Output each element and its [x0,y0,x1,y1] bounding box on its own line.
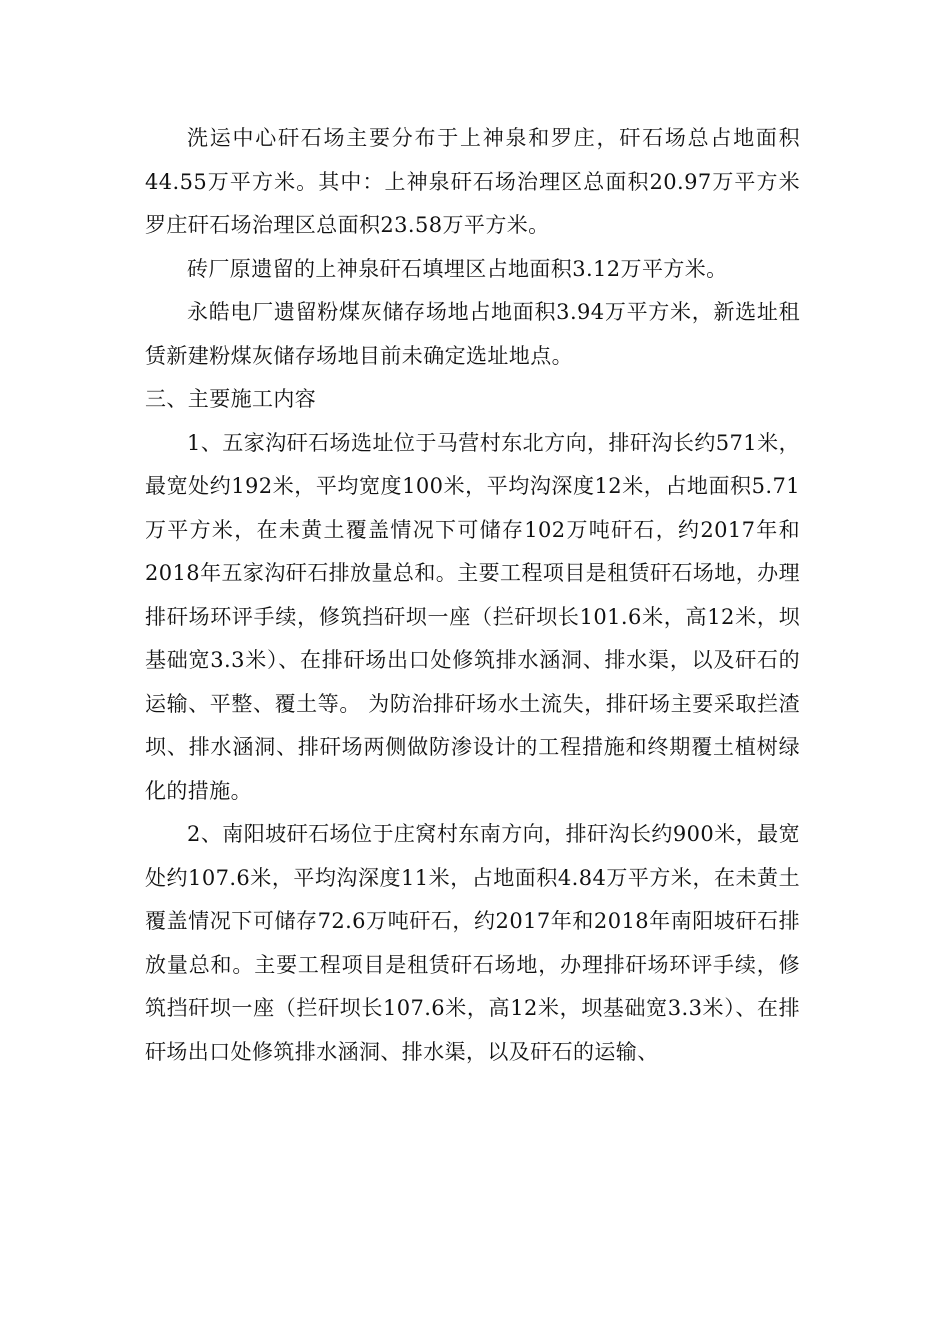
paragraph-brickworks-fill-area: 砖厂原遗留的上神泉矸石填埋区占地面积3.12万平方米。 [187,256,728,281]
paragraph-gangue-site-overview: 洗运中心矸石场主要分布于上神泉和罗庄，矸石场总占地面积44.55万平方米。其中：上神泉矸石场治理区总面积20.97万平方米罗庄矸石场治理区总面积23.58万平方米。 [145,126,800,237]
paragraph-nanyangpo-site: 2、南阳坡矸石场位于庄窝村东南方向，排矸沟长约900米，最宽处约107.6米，平均沟深度11米，占地面积4.84万平方米，在未黄土覆盖情况下可储存72.6万吨矸石，约2017年和2018年南阳坡矸石排放量总和。主要工程项目是租赁矸石场地，办理排矸场环评手续，修筑挡矸坝一座（拦矸坝长107.6米，高12米，坝基础宽3.3米）、在排矸场出口处修筑排水涵洞、排水渠，以及矸石的运输、 [145,822,800,1064]
paragraph-wujiagou-site: 1、五家沟矸石场选址位于马营村东北方向，排矸沟长约571米，最宽处约192米，平均宽度100米，平均沟深度12米，占地面积5.71万平方米，在未黄土覆盖情况下可储存102万吨矸石，约2017年和2018年五家沟矸石排放量总和。主要工程项目是租赁矸石场地，办理排矸场环评手续，修筑挡矸坝一座（拦矸坝长101.6米，高12米，坝基础宽3.3米）、在排矸场出口处修筑排水涵洞、排水渠，以及矸石的运输、平整、覆土等。 为防治排矸场水土流失，排矸场主要采取拦渣坝、排水涵洞、排矸场两侧做防渗设计的工程措施和终期覆土植树绿化的措施。 [145,430,800,803]
paragraph-fly-ash-storage: 永皓电厂遗留粉煤灰储存场地占地面积3.94万平方米，新选址租赁新建粉煤灰储存场地目前未确定选址地点。 [145,300,800,368]
section-heading-construction: 三、主要施工内容 [145,387,317,411]
document-body [145,117,800,1074]
